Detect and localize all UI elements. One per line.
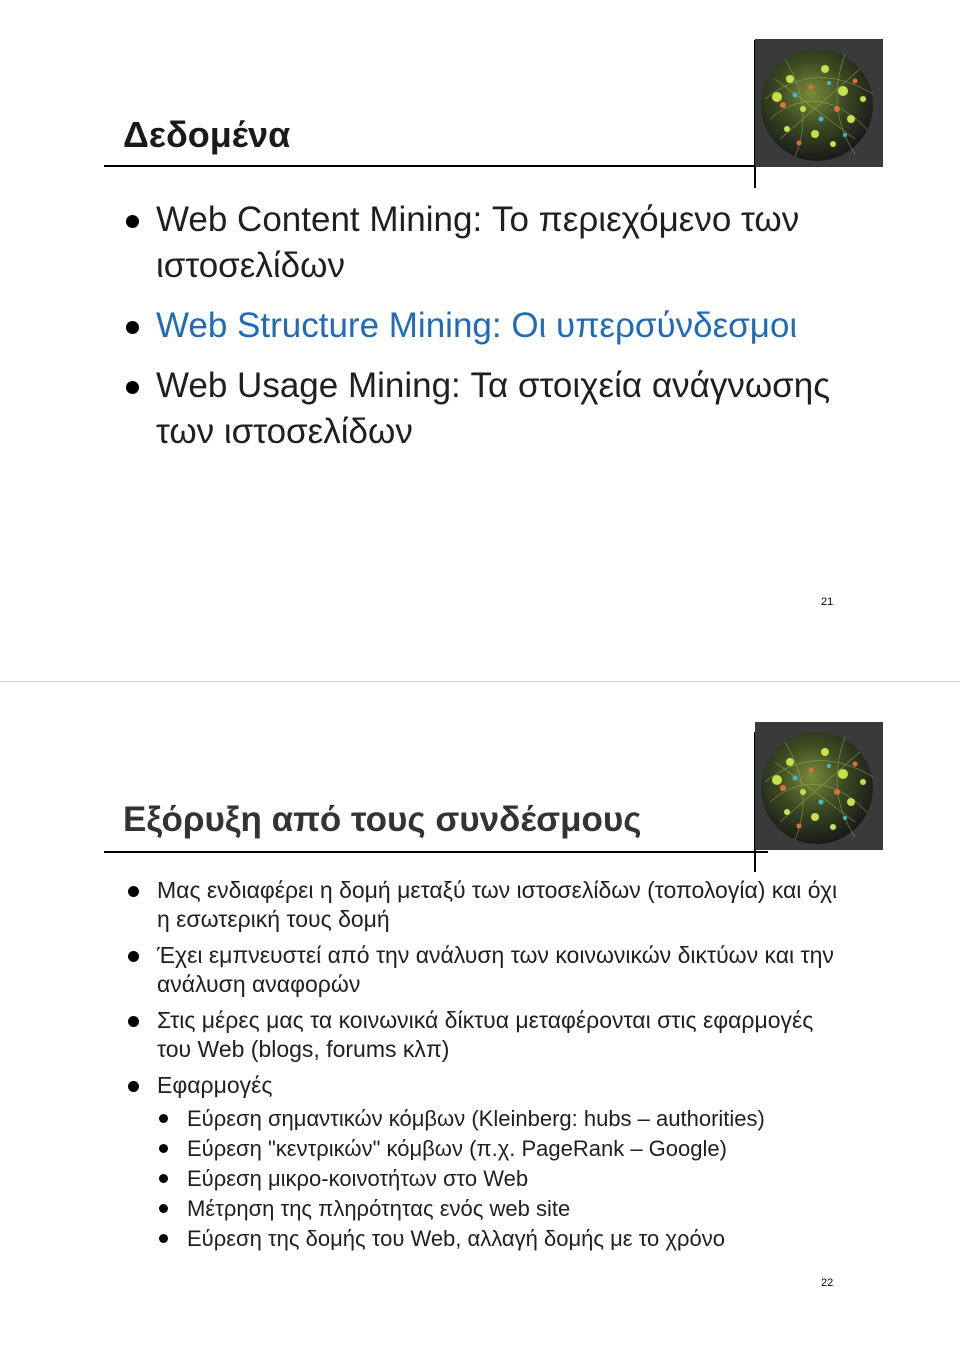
globe-network-icon xyxy=(755,39,883,167)
title-underline xyxy=(104,851,768,853)
slide-title: Δεδομένα xyxy=(123,114,291,155)
bullet-list xyxy=(125,876,845,1260)
bullet-item: Μας ενδιαφέρει η δομή μεταξύ των ιστοσελίδων (τοπολογία) και όχι η εσωτερική τους δομή xyxy=(125,876,845,934)
sub-bullet-item: Μέτρηση της πληρότητας ενός web site xyxy=(157,1194,845,1223)
bullet-list xyxy=(126,197,846,469)
page-number: 21 xyxy=(821,596,834,608)
slide-separator xyxy=(0,681,960,682)
sub-bullet-item: Εύρεση μικρο-κοινοτήτων στο Web xyxy=(157,1164,845,1193)
bullet-item xyxy=(125,1071,845,1253)
slide-title: Εξόρυξη από τους συνδέσμους xyxy=(123,800,642,839)
bullet-item: Web Usage Mining: Τα στοιχεία ανάγνωσης των ιστοσελίδων xyxy=(126,363,846,455)
sub-bullet-item: Εύρεση "κεντρικών" κόμβων (π.χ. PageRank – Google) xyxy=(157,1134,845,1163)
bullet-item-label: Εφαρμογές xyxy=(157,1072,273,1098)
sub-bullet-item: Εύρεση της δομής του Web, αλλαγή δομής με το χρόνο xyxy=(157,1224,845,1253)
bullet-item: Web Content Mining: Το περιεχόμενο των ιστοσελίδων xyxy=(126,197,846,289)
sub-bullet-item: Εύρεση σημαντικών κόμβων (Kleinberg: hubs – authorities) xyxy=(157,1104,845,1133)
sub-bullet-list xyxy=(157,1104,845,1253)
globe-network-icon xyxy=(755,722,883,850)
bullet-item: Web Structure Mining: Οι υπερσύνδεσμοι xyxy=(126,303,846,349)
title-underline xyxy=(104,165,768,167)
bullet-item: Στις μέρες μας τα κοινωνικά δίκτυα μεταφέρονται στις εφαρμογές του Web (blogs, forums κλπ) xyxy=(125,1006,845,1064)
slide-21 xyxy=(0,0,960,680)
bullet-item: Έχει εμπνευστεί από την ανάλυση των κοινωνικών δικτύων και την ανάλυση αναφορών xyxy=(125,941,845,999)
page-number: 22 xyxy=(821,1277,834,1289)
